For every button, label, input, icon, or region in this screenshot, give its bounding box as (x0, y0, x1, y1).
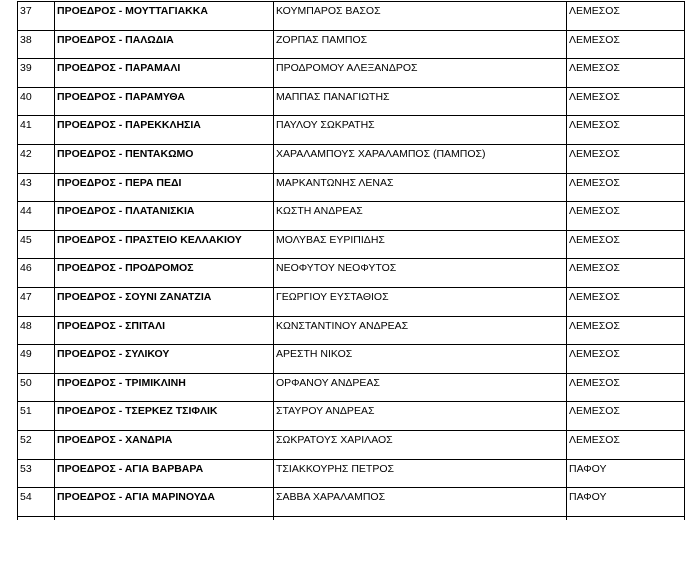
district-cell: ΛΕΜΕΣΟΣ (567, 230, 685, 259)
table-row (18, 402, 685, 431)
district-cell: ΛΕΜΕΣΟΣ (567, 2, 685, 31)
row-number-cell: 48 (18, 316, 55, 345)
office-title-cell: ΠΡΟΕΔΡΟΣ - ΠΡΑΣΤΕΙΟ ΚΕΛΛΑΚΙΟΥ (55, 230, 274, 259)
person-name-cell: ΜΑΡΚΑΝΤΩΝΗΣ ΛΕΝΑΣ (274, 173, 567, 202)
district-cell: ΛΕΜΕΣΟΣ (567, 87, 685, 116)
district-cell: ΠΑΦΟΥ (567, 459, 685, 488)
row-number-cell: 52 (18, 430, 55, 459)
table-row (18, 30, 685, 59)
row-number-cell: 37 (18, 2, 55, 31)
person-name-cell: ΜΑΠΠΑΣ ΠΑΝΑΓΙΩΤΗΣ (274, 87, 567, 116)
office-title-cell: ΠΡΟΕΔΡΟΣ - ΠΑΡΑΜΑΛΙ (55, 59, 274, 88)
district-cell: ΛΕΜΕΣΟΣ (567, 173, 685, 202)
person-name-cell: ΓΕΩΡΓΙΟΥ ΕΥΣΤΑΘΙΟΣ (274, 287, 567, 316)
table-row (18, 430, 685, 459)
row-number-cell: 49 (18, 345, 55, 374)
district-cell: ΛΕΜΕΣΟΣ (567, 59, 685, 88)
row-number-cell: 42 (18, 144, 55, 173)
table-tail-row (18, 516, 685, 520)
row-number-cell: 47 (18, 287, 55, 316)
office-title-cell: ΠΡΟΕΔΡΟΣ - ΤΣΕΡΚΕΖ ΤΣΙΦΛΙΚ (55, 402, 274, 431)
table-row (18, 316, 685, 345)
person-name-cell: ΟΡΦΑΝΟΥ ΑΝΔΡΕΑΣ (274, 373, 567, 402)
office-title-cell: ΠΡΟΕΔΡΟΣ - ΑΓΙΑ ΜΑΡΙΝΟΥΔΑ (55, 488, 274, 517)
district-cell: ΛΕΜΕΣΟΣ (567, 316, 685, 345)
district-cell: ΛΕΜΕΣΟΣ (567, 402, 685, 431)
person-name-cell: ΣΤΑΥΡΟΥ ΑΝΔΡΕΑΣ (274, 402, 567, 431)
person-name-cell: ΠΑΥΛΟΥ ΣΩΚΡΑΤΗΣ (274, 116, 567, 145)
row-number-cell: 45 (18, 230, 55, 259)
table-row (18, 173, 685, 202)
tail-cell (274, 516, 567, 520)
office-title-cell: ΠΡΟΕΔΡΟΣ - ΠΑΛΩΔΙΑ (55, 30, 274, 59)
office-title-cell: ΠΡΟΕΔΡΟΣ - ΠΑΡΕΚΚΛΗΣΙΑ (55, 116, 274, 145)
table-row (18, 259, 685, 288)
tail-cell (567, 516, 685, 520)
district-cell: ΠΑΦΟΥ (567, 488, 685, 517)
row-number-cell: 50 (18, 373, 55, 402)
district-cell: ΛΕΜΕΣΟΣ (567, 345, 685, 374)
table-row (18, 87, 685, 116)
district-cell: ΛΕΜΕΣΟΣ (567, 287, 685, 316)
table-row (18, 202, 685, 231)
person-name-cell: ΖΟΡΠΑΣ ΠΑΜΠΟΣ (274, 30, 567, 59)
presidents-table (17, 1, 685, 520)
row-number-cell: 41 (18, 116, 55, 145)
office-title-cell: ΠΡΟΕΔΡΟΣ - ΠΛΑΤΑΝΙΣΚΙΑ (55, 202, 274, 231)
district-cell: ΛΕΜΕΣΟΣ (567, 116, 685, 145)
person-name-cell: ΣΑΒΒΑ ΧΑΡΑΛΑΜΠΟΣ (274, 488, 567, 517)
person-name-cell: ΝΕΟΦΥΤΟΥ ΝΕΟΦΥΤΟΣ (274, 259, 567, 288)
district-cell: ΛΕΜΕΣΟΣ (567, 144, 685, 173)
row-number-cell: 51 (18, 402, 55, 431)
person-name-cell: ΠΡΟΔΡΟΜΟΥ ΑΛΕΞΑΝΔΡΟΣ (274, 59, 567, 88)
district-cell: ΛΕΜΕΣΟΣ (567, 259, 685, 288)
district-cell: ΛΕΜΕΣΟΣ (567, 430, 685, 459)
office-title-cell: ΠΡΟΕΔΡΟΣ - ΧΑΝΔΡΙΑ (55, 430, 274, 459)
row-number-cell: 46 (18, 259, 55, 288)
table-row (18, 2, 685, 31)
office-title-cell: ΠΡΟΕΔΡΟΣ - ΠΕΡΑ ΠΕΔΙ (55, 173, 274, 202)
person-name-cell: ΧΑΡΑΛΑΜΠΟΥΣ ΧΑΡΑΛΑΜΠΟΣ (ΠΑΜΠΟΣ) (274, 144, 567, 173)
row-number-cell: 38 (18, 30, 55, 59)
table-row (18, 59, 685, 88)
table-row (18, 488, 685, 517)
office-title-cell: ΠΡΟΕΔΡΟΣ - ΠΕΝΤΑΚΩΜΟ (55, 144, 274, 173)
table-row (18, 345, 685, 374)
office-title-cell: ΠΡΟΕΔΡΟΣ - ΜΟΥΤΤΑΓΙΑΚΚΑ (55, 2, 274, 31)
person-name-cell: ΜΟΛΥΒΑΣ ΕΥΡΙΠΙΔΗΣ (274, 230, 567, 259)
district-cell: ΛΕΜΕΣΟΣ (567, 373, 685, 402)
person-name-cell: ΚΩΝΣΤΑΝΤΙΝΟΥ ΑΝΔΡΕΑΣ (274, 316, 567, 345)
person-name-cell: ΚΩΣΤΗ ΑΝΔΡΕΑΣ (274, 202, 567, 231)
district-cell: ΛΕΜΕΣΟΣ (567, 202, 685, 231)
row-number-cell: 53 (18, 459, 55, 488)
office-title-cell: ΠΡΟΕΔΡΟΣ - ΣΠΙΤΑΛΙ (55, 316, 274, 345)
row-number-cell: 39 (18, 59, 55, 88)
table-row (18, 116, 685, 145)
row-number-cell: 54 (18, 488, 55, 517)
table-row (18, 287, 685, 316)
table-row (18, 373, 685, 402)
person-name-cell: ΣΩΚΡΑΤΟΥΣ ΧΑΡΙΛΑΟΣ (274, 430, 567, 459)
person-name-cell: ΤΣΙΑΚΚΟΥΡΗΣ ΠΕΤΡΟΣ (274, 459, 567, 488)
office-title-cell: ΠΡΟΕΔΡΟΣ - ΤΡΙΜΙΚΛΙΝΗ (55, 373, 274, 402)
table-row (18, 459, 685, 488)
table-row (18, 230, 685, 259)
row-number-cell: 40 (18, 87, 55, 116)
person-name-cell: ΑΡΕΣΤΗ ΝΙΚΟΣ (274, 345, 567, 374)
row-number-cell: 43 (18, 173, 55, 202)
person-name-cell: ΚΟΥΜΠΑΡΟΣ ΒΑΣΟΣ (274, 2, 567, 31)
office-title-cell: ΠΡΟΕΔΡΟΣ - ΑΓΙΑ ΒΑΡΒΑΡΑ (55, 459, 274, 488)
office-title-cell: ΠΡΟΕΔΡΟΣ - ΣΥΛΙΚΟΥ (55, 345, 274, 374)
office-title-cell: ΠΡΟΕΔΡΟΣ - ΠΑΡΑΜΥΘΑ (55, 87, 274, 116)
office-title-cell: ΠΡΟΕΔΡΟΣ - ΣΟΥΝΙ ΖΑΝΑΤΖΙΑ (55, 287, 274, 316)
tail-cell (18, 516, 55, 520)
table-row (18, 144, 685, 173)
row-number-cell: 44 (18, 202, 55, 231)
office-title-cell: ΠΡΟΕΔΡΟΣ - ΠΡΟΔΡΟΜΟΣ (55, 259, 274, 288)
district-cell: ΛΕΜΕΣΟΣ (567, 30, 685, 59)
table-body (18, 2, 685, 521)
tail-cell (55, 516, 274, 520)
